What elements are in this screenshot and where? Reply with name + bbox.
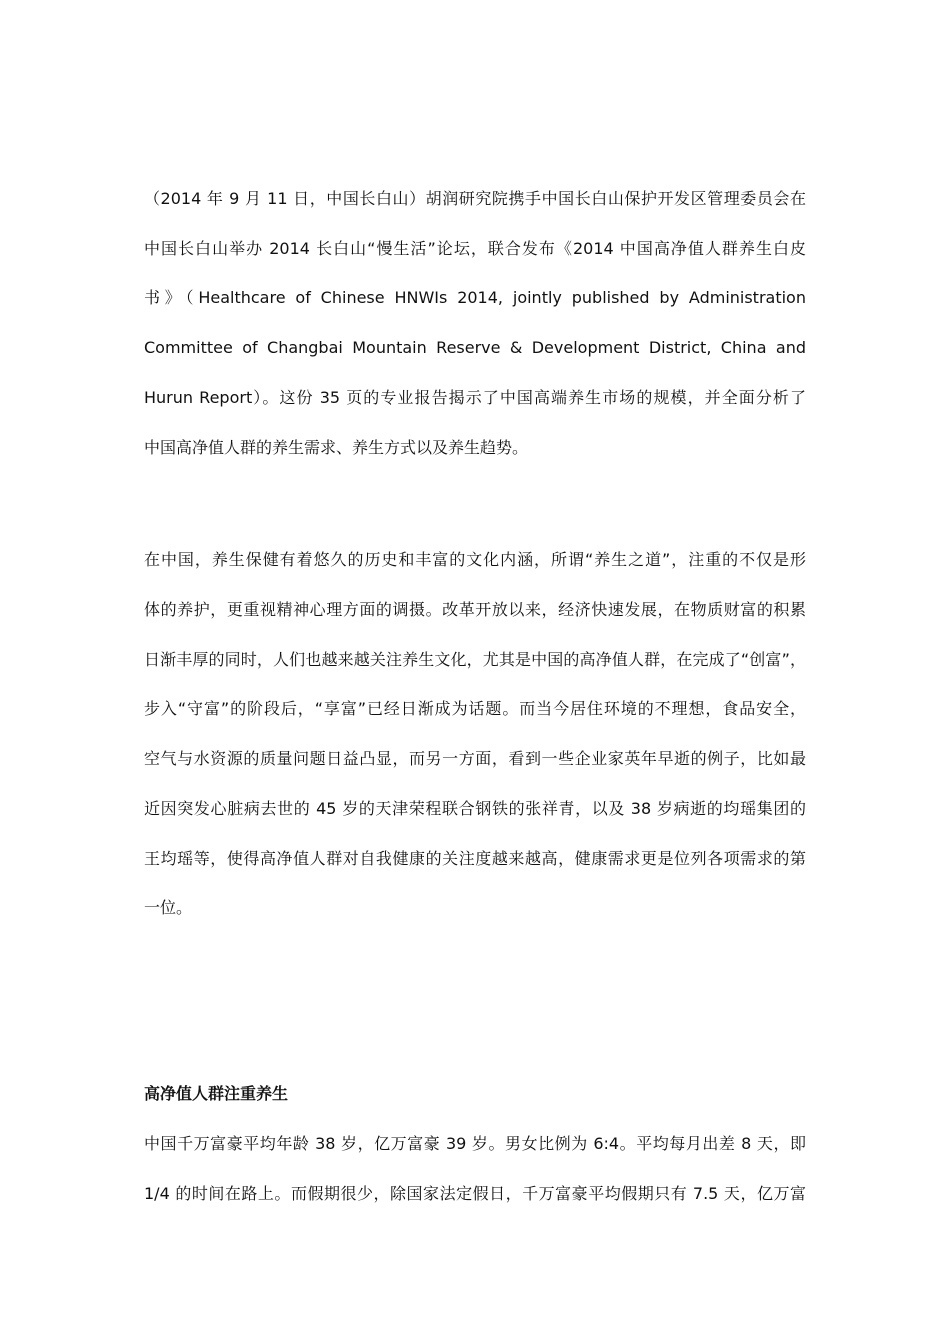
text-line: 书》（Healthcare of Chinese HNWIs 2014, jointly published by Administration (144, 288, 806, 307)
text-line: 中国高净值人群的养生需求、养生方式以及养生趋势。 (144, 438, 529, 457)
text-line: （2014 年 9 月 11 日，中国长白山）胡润研究院携手中国长白山保护开发区管理委员会在 (144, 189, 806, 208)
text-line: 中国长白山举办 2014 长白山“慢生活”论坛，联合发布《2014 中国高净值人群养生白皮 (144, 239, 806, 258)
text-line: 近因突发心脏病去世的 45 岁的天津荣程联合钢铁的张祥青，以及 38 岁病逝的均瑶集团的 (144, 799, 806, 818)
text-line: 1/4 的时间在路上。而假期很少，除国家法定假日，千万富豪平均假期只有 7.5 天，亿万富 (144, 1184, 806, 1203)
text-line: 步入“守富”的阶段后，“享富”已经日渐成为话题。而当今居住环境的不理想，食品安全， (144, 699, 806, 718)
text-line: 中国千万富豪平均年龄 38 岁，亿万富豪 39 岁。男女比例为 6:4。平均每月出差 8 天，即 (144, 1134, 806, 1153)
text-line: Hurun Report）。这份 35 页的专业报告揭示了中国高端养生市场的规模，并全面分析了 (144, 388, 806, 407)
text-line: 空气与水资源的质量问题日益凸显，而另一方面，看到一些企业家英年早逝的例子，比如最 (144, 749, 806, 768)
text-line: 日渐丰厚的同时，人们也越来越关注养生文化，尤其是中国的高净值人群，在完成了“创富”， (144, 650, 806, 669)
text-line: 一位。 (144, 898, 193, 917)
section-heading: 高净值人群注重养生 (144, 1084, 289, 1103)
text-line: 王均瑶等，使得高净值人群对自我健康的关注度越来越高，健康需求更是位列各项需求的第 (144, 849, 806, 868)
text-line: Committee of Changbai Mountain Reserve & Development District, China and (144, 338, 806, 357)
text-line: 体的养护，更重视精神心理方面的调摄。改革开放以来，经济快速发展，在物质财富的积累 (144, 600, 806, 619)
text-line: 在中国，养生保健有着悠久的历史和丰富的文化内涵，所谓“养生之道”，注重的不仅是形 (144, 550, 806, 569)
